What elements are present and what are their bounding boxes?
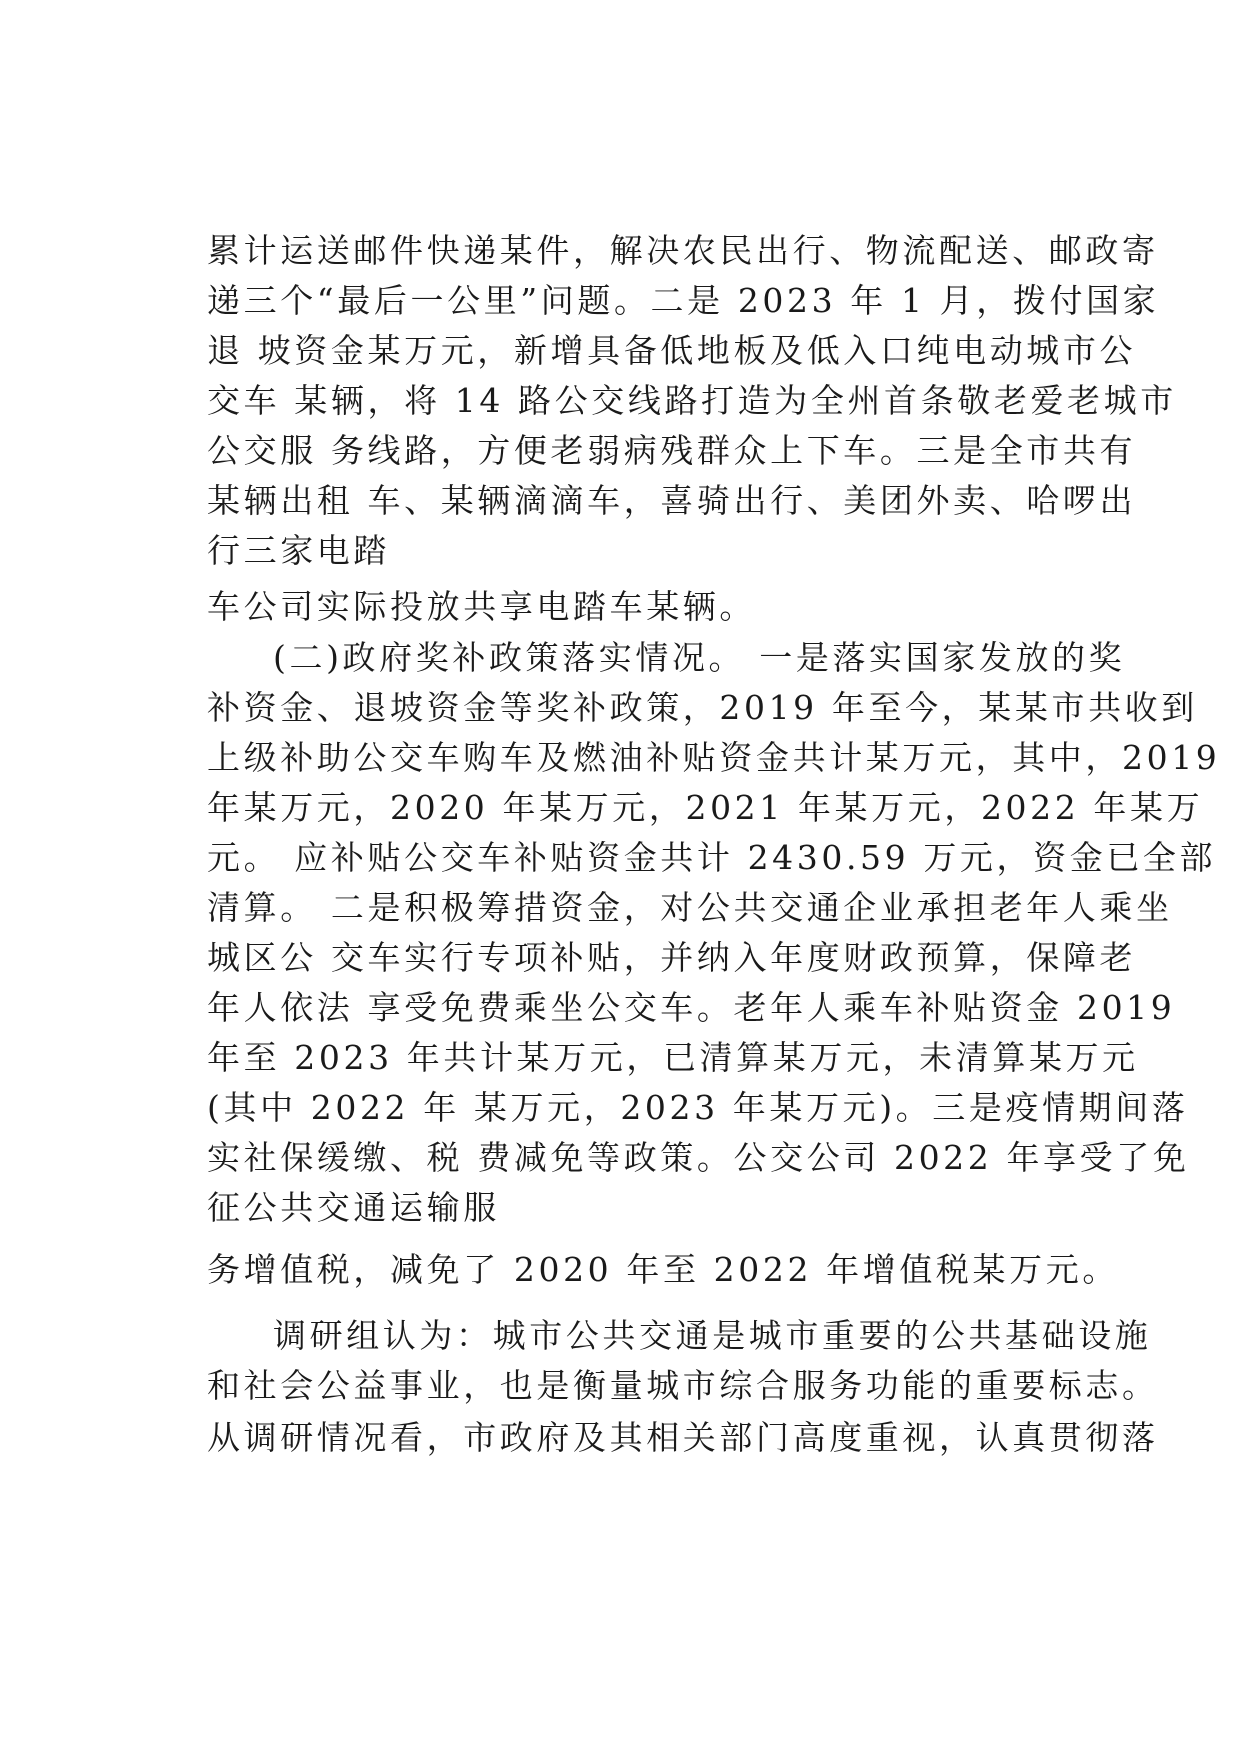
text-line-11: 上级补助公交车购车及燃油补贴资金共计某万元，其中，2019 xyxy=(207,738,1221,777)
text-line-7: 行三家电踏 xyxy=(207,531,390,570)
text-line-14: 清算。 二是积极筹措资金，对公共交通企业承担老年人乘坐 xyxy=(207,888,1173,927)
text-line-21: 务增值税，减免了 2020 年至 2022 年增值税某万元。 xyxy=(207,1250,1119,1289)
text-line-3: 退 坡资金某万元，新增具备低地板及低入口纯电动城市公 xyxy=(207,331,1137,370)
text-line-10: 补资金、退坡资金等奖补政策，2019 年至今，某某市共收到 xyxy=(207,688,1198,727)
text-line-19: 实社保缓缴、税 费减免等政策。公交公司 2022 年享受了免 xyxy=(207,1138,1190,1177)
text-line-12: 年某万元，2020 年某万元，2021 年某万元，2022 年某万 xyxy=(207,788,1204,827)
text-line-23: 和社会公益事业，也是衡量城市综合服务功能的重要标志。 xyxy=(207,1366,1159,1405)
text-line-6: 某辆出租 车、某辆滴滴车，喜骑出行、美团外卖、哈啰出 xyxy=(207,481,1137,520)
text-line-2: 递三个“最后一公里”问题。二是 2023 年 1 月，拨付国家 xyxy=(207,281,1160,320)
text-line-1: 累计运送邮件快递某件，解决农民出行、物流配送、邮政寄 xyxy=(207,231,1159,270)
text-line-4: 交车 某辆，将 14 路公交线路打造为全州首条敬老爱老城市 xyxy=(207,381,1177,420)
text-line-13: 元。 应补贴公交车补贴资金共计 2430.59 万元，资金已全部 xyxy=(207,838,1217,877)
text-line-22: 调研组认为：城市公共交通是城市重要的公共基础设施 xyxy=(273,1316,1152,1355)
text-line-24: 从调研情况看，市政府及其相关部门高度重视，认真贯彻落 xyxy=(207,1418,1159,1457)
section-heading-line: (二)政府奖补政策落实情况。 一是落实国家发放的奖 xyxy=(273,638,1126,677)
text-line-5: 公交服 务线路，方便老弱病残群众上下车。三是全市共有 xyxy=(207,431,1137,470)
text-line-20: 征公共交通运输服 xyxy=(207,1188,500,1227)
text-line-15: 城区公 交车实行专项补贴，并纳入年度财政预算，保障老 xyxy=(207,938,1137,977)
text-line-18: (其中 2022 年 某万元，2023 年某万元)。三是疫情期间落 xyxy=(207,1088,1189,1127)
text-line-16: 年人依法 享受免费乘坐公交车。老年人乘车补贴资金 2019 xyxy=(207,988,1176,1027)
text-line-17: 年至 2023 年共计某万元，已清算某万元，未清算某万元 xyxy=(207,1038,1139,1077)
text-line-8: 车公司实际投放共享电踏车某辆。 xyxy=(207,587,756,626)
